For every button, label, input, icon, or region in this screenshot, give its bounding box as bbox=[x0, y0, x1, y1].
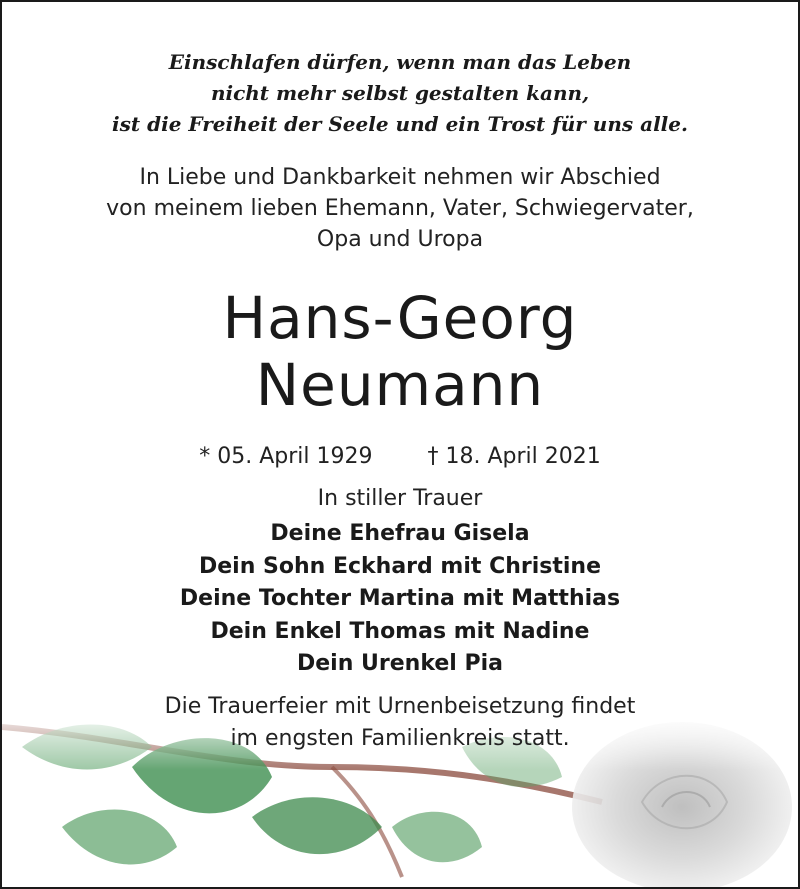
funeral-notice bbox=[2, 691, 798, 755]
birth-date: * 05. April 1929 bbox=[199, 444, 373, 469]
mourner-item: Deine Tochter Martina mit Matthias bbox=[179, 586, 621, 611]
mourning-label: In stiller Trauer bbox=[317, 486, 483, 511]
mourner-item: Deine Ehefrau Gisela bbox=[270, 521, 530, 546]
deceased-last-name: Neumann bbox=[255, 351, 545, 419]
intro-line: Opa und Uropa bbox=[316, 227, 484, 252]
motto-quote bbox=[2, 47, 798, 140]
intro-line: In Liebe und Dankbarkeit nehmen wir Abschied bbox=[139, 165, 661, 190]
mourners-list bbox=[2, 518, 798, 681]
farewell-intro bbox=[2, 162, 798, 255]
notice-line: im engsten Familienkreis statt. bbox=[230, 726, 570, 751]
life-dates bbox=[2, 442, 798, 472]
notice-line: Die Trauerfeier mit Urnenbeisetzung findet bbox=[164, 694, 636, 719]
intro-line: von meinem lieben Ehemann, Vater, Schwiegervater, bbox=[106, 196, 694, 221]
deceased-first-name: Hans-Georg bbox=[222, 284, 578, 352]
death-date: † 18. April 2021 bbox=[427, 444, 601, 469]
motto-line: nicht mehr selbst gestalten kann, bbox=[210, 81, 590, 105]
mourner-item: Dein Enkel Thomas mit Nadine bbox=[210, 618, 590, 644]
motto-line: ist die Freiheit der Seele und ein Trost für uns alle. bbox=[112, 112, 688, 136]
mourner-item: Dein Urenkel Pia bbox=[296, 651, 503, 676]
deceased-name bbox=[2, 285, 798, 419]
motto-line: Einschlafen dürfen, wenn man das Leben bbox=[168, 50, 632, 74]
mourner-item: Dein Sohn Eckhard mit Christine bbox=[198, 553, 602, 579]
